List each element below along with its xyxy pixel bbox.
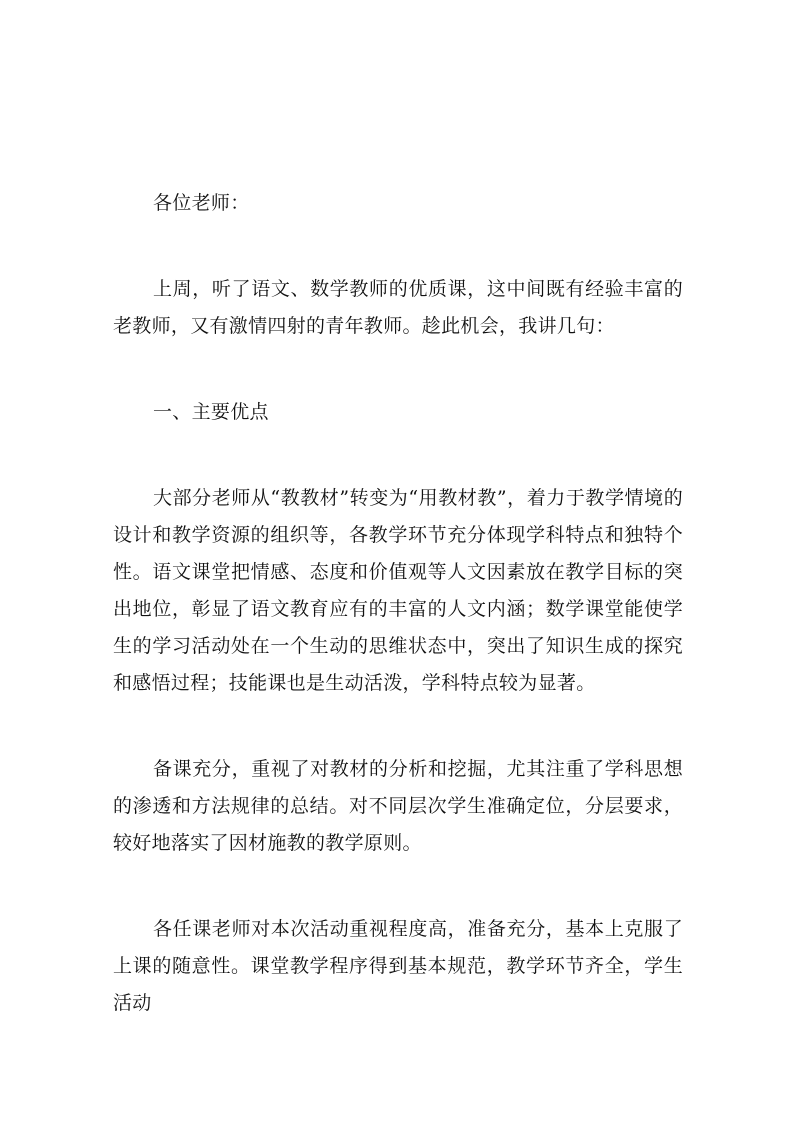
document-page [113,185,683,1071]
body-paragraph-1: 大部分老师从“教教材”转变为“用教材教”，着力于教学情境的设计和教学资源的组织等，各教学环节充分体现学科特点和独特个性。语文课堂把情感、态度和价值观等人文因素放在教学目标的突出地位，彰显了语文教育应有的丰富的人文内涵；数学课堂能使学生的学习活动处在一个生动的思维状态中，突出了知识生成的探究和感悟过程；技能课也是生动活泼，学科特点较为显著。 [113,487,683,694]
intro-paragraph: 上周，听了语文、数学教师的优质课，这中间既有经验丰富的老教师，又有激情四射的青年教师。趁此机会，我讲几句： [113,278,683,337]
section-heading: 一、主要优点 [153,401,269,423]
body-paragraph-3: 各任课老师对本次活动重视程度高，准备充分，基本上克服了上课的随意性。课堂教学程序得到基本规范，教学环节齐全，学生活动 [113,918,683,1014]
salutation: 各位老师： [153,192,250,214]
body-paragraph-2: 备课充分，重视了对教材的分析和挖掘，尤其注重了学科思想的渗透和方法规律的总结。对不同层次学生准确定位，分层要求，较好地落实了因材施教的教学原则。 [113,758,683,854]
